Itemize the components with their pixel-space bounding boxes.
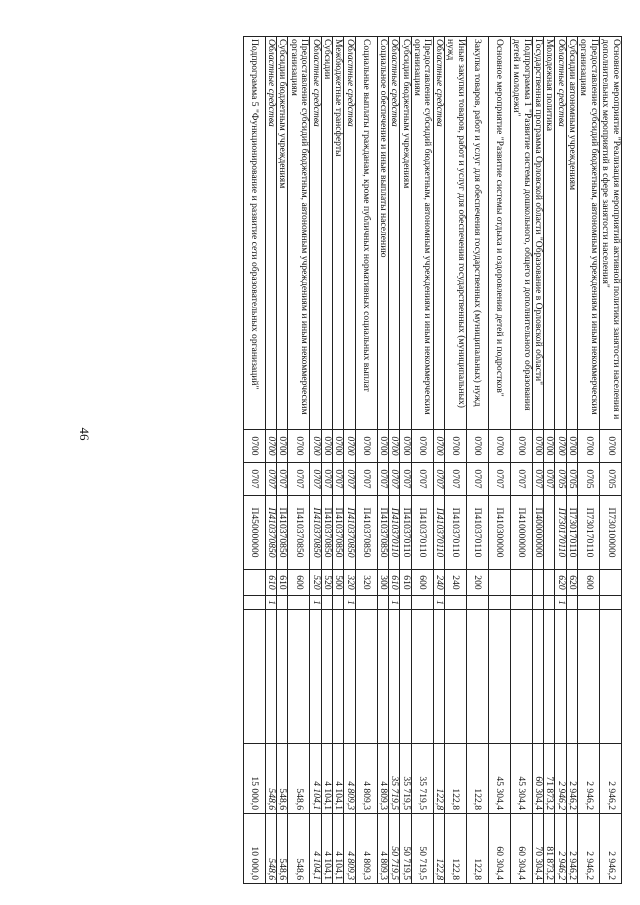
section-code-cell: 0700 xyxy=(433,430,444,463)
amount-cell: 4 809,3 xyxy=(355,744,377,814)
empty-cell xyxy=(377,610,388,744)
section-code-cell: 0700 xyxy=(411,430,433,463)
funding-source-cell xyxy=(466,596,488,610)
funding-source-cell xyxy=(321,596,332,610)
subsection-code-cell: 0707 xyxy=(433,463,444,496)
funding-source-cell xyxy=(355,596,377,610)
row-name-cell: Областные средства xyxy=(555,37,566,430)
empty-cell xyxy=(321,610,332,744)
table-row xyxy=(400,37,411,884)
table-row xyxy=(265,37,276,884)
amount-cell: 4 104,1 xyxy=(321,744,332,814)
empty-cell xyxy=(532,610,543,744)
subsection-code-cell: 0707 xyxy=(400,463,411,496)
amount-cell: 60 304,4 xyxy=(488,814,510,884)
target-article-cell: П400000000 xyxy=(532,496,543,570)
empty-cell xyxy=(388,610,399,744)
table-row xyxy=(277,37,288,884)
funding-source-cell xyxy=(444,596,466,610)
section-code-cell: 0700 xyxy=(321,430,332,463)
expense-type-cell: 300 xyxy=(377,570,388,596)
row-name-cell: Предоставление субсидий бюджетным, автономным учреждениям и иным некоммерческим организациям xyxy=(288,37,310,430)
target-article-cell: П730170110 xyxy=(578,496,600,570)
funding-source-cell xyxy=(400,596,411,610)
empty-cell xyxy=(411,610,433,744)
section-code-cell: 0700 xyxy=(566,430,577,463)
section-code-cell: 0700 xyxy=(344,430,355,463)
amount-cell: 2 946,2 xyxy=(566,814,577,884)
table-row xyxy=(321,37,332,884)
funding-source-cell: 1 xyxy=(310,596,321,610)
funding-source-cell: 1 xyxy=(265,596,276,610)
empty-cell xyxy=(544,610,555,744)
funding-source-cell: 1 xyxy=(388,596,399,610)
expense-type-cell: 500 xyxy=(333,570,344,596)
table-row xyxy=(578,37,600,884)
expense-type-cell: 520 xyxy=(310,570,321,596)
row-name-cell: Социальные выплаты гражданам, кроме публичных нормативных социальных выплат xyxy=(355,37,377,430)
table-row xyxy=(411,37,433,884)
expense-type-cell xyxy=(510,570,532,596)
target-article-cell: П410370110 xyxy=(400,496,411,570)
empty-cell xyxy=(310,610,321,744)
amount-cell: 4 809,3 xyxy=(377,744,388,814)
expense-type-cell: 240 xyxy=(433,570,444,596)
section-code-cell: 0700 xyxy=(532,430,543,463)
target-article-cell: П410370110 xyxy=(444,496,466,570)
amount-cell: 4 104,1 xyxy=(333,814,344,884)
empty-cell xyxy=(488,610,510,744)
subsection-code-cell: 0705 xyxy=(555,463,566,496)
subsection-code-cell: 0707 xyxy=(333,463,344,496)
table-row xyxy=(310,37,321,884)
funding-source-cell xyxy=(288,596,310,610)
section-code-cell: 0700 xyxy=(310,430,321,463)
amount-cell: 35 719,5 xyxy=(411,744,433,814)
row-name-cell: Предоставление субсидий бюджетным, автономным учреждениям и иным некоммерческим организациям xyxy=(411,37,433,430)
amount-cell: 2 946,2 xyxy=(555,744,566,814)
row-name-cell: Молодежная политика xyxy=(544,37,555,430)
funding-source-cell xyxy=(544,596,555,610)
table-row xyxy=(466,37,488,884)
amount-cell: 50 719,5 xyxy=(388,814,399,884)
section-code-cell: 0700 xyxy=(400,430,411,463)
empty-cell xyxy=(344,610,355,744)
empty-cell xyxy=(243,610,265,744)
amount-cell: 122,8 xyxy=(433,814,444,884)
amount-cell: 2 946,2 xyxy=(600,744,622,814)
amount-cell: 2 946,2 xyxy=(578,744,600,814)
amount-cell: 45 304,4 xyxy=(488,744,510,814)
funding-source-cell xyxy=(333,596,344,610)
target-article-cell: П730170110 xyxy=(566,496,577,570)
table-row xyxy=(377,37,388,884)
table-row xyxy=(355,37,377,884)
target-article-cell: П410370850 xyxy=(288,496,310,570)
amount-cell: 122,8 xyxy=(433,744,444,814)
subsection-code-cell: 0707 xyxy=(355,463,377,496)
target-article-cell: П730100000 xyxy=(600,496,622,570)
section-code-cell: 0700 xyxy=(265,430,276,463)
expense-type-cell: 610 xyxy=(388,570,399,596)
amount-cell: 548,6 xyxy=(265,744,276,814)
empty-cell xyxy=(333,610,344,744)
section-code-cell: 0700 xyxy=(444,430,466,463)
amount-cell: 548,6 xyxy=(288,744,310,814)
target-article-cell: П410370110 xyxy=(433,496,444,570)
section-code-cell: 0700 xyxy=(277,430,288,463)
amount-cell: 4 104,1 xyxy=(333,744,344,814)
amount-cell: 15 000,0 xyxy=(243,744,265,814)
target-article-cell: П410370850 xyxy=(377,496,388,570)
target-article-cell: П410000000 xyxy=(510,496,532,570)
subsection-code-cell: 0707 xyxy=(277,463,288,496)
row-name-cell: Подпрограмма 5 "Функционирование и развитие сети образовательных организаций" xyxy=(243,37,265,430)
table-row xyxy=(600,37,622,884)
row-name-cell: Субсидии xyxy=(321,37,332,430)
funding-source-cell xyxy=(578,596,600,610)
funding-source-cell xyxy=(488,596,510,610)
amount-cell: 548,6 xyxy=(277,744,288,814)
row-name-cell: Областные средства xyxy=(388,37,399,430)
empty-cell xyxy=(555,610,566,744)
table-row xyxy=(532,37,543,884)
empty-cell xyxy=(510,610,532,744)
subsection-code-cell: 0707 xyxy=(444,463,466,496)
amount-cell: 548,6 xyxy=(288,814,310,884)
amount-cell: 4 809,3 xyxy=(377,814,388,884)
section-code-cell: 0700 xyxy=(377,430,388,463)
table-row xyxy=(555,37,566,884)
table-row xyxy=(388,37,399,884)
expense-type-cell: 620 xyxy=(566,570,577,596)
subsection-code-cell: 0707 xyxy=(411,463,433,496)
row-name-cell: Иные закупки товаров, работ и услуг для обеспечения государственных (муниципальных) нужд xyxy=(444,37,466,430)
section-code-cell: 0700 xyxy=(488,430,510,463)
amount-cell: 10 000,0 xyxy=(243,814,265,884)
row-name-cell: Субсидии бюджетным учреждениям xyxy=(400,37,411,430)
amount-cell: 35 719,5 xyxy=(388,744,399,814)
funding-source-cell xyxy=(600,596,622,610)
amount-cell: 2 946,2 xyxy=(566,744,577,814)
section-code-cell: 0700 xyxy=(600,430,622,463)
amount-cell: 2 946,2 xyxy=(578,814,600,884)
empty-cell xyxy=(444,610,466,744)
table-row xyxy=(288,37,310,884)
amount-cell: 4 104,1 xyxy=(321,814,332,884)
funding-source-cell xyxy=(243,596,265,610)
amount-cell: 4 809,3 xyxy=(355,814,377,884)
section-code-cell: 0700 xyxy=(555,430,566,463)
amount-cell: 2 946,2 xyxy=(600,814,622,884)
funding-source-cell xyxy=(277,596,288,610)
amount-cell: 2 946,2 xyxy=(555,814,566,884)
subsection-code-cell: 0707 xyxy=(288,463,310,496)
row-name-cell: Областные средства xyxy=(344,37,355,430)
empty-cell xyxy=(466,610,488,744)
amount-cell: 35 719,5 xyxy=(400,744,411,814)
section-code-cell: 0700 xyxy=(544,430,555,463)
amount-cell: 122,8 xyxy=(466,814,488,884)
row-name-cell: Областные средства xyxy=(310,37,321,430)
amount-cell: 122,8 xyxy=(466,744,488,814)
amount-cell: 50 719,5 xyxy=(400,814,411,884)
row-name-cell: Социальное обеспечение и иные выплаты населению xyxy=(377,37,388,430)
table-row xyxy=(444,37,466,884)
target-article-cell: П410370850 xyxy=(277,496,288,570)
expense-type-cell: 200 xyxy=(466,570,488,596)
amount-cell: 122,8 xyxy=(444,744,466,814)
table-row xyxy=(433,37,444,884)
expense-type-cell: 240 xyxy=(444,570,466,596)
amount-cell: 548,6 xyxy=(265,814,276,884)
expense-type-cell: 320 xyxy=(344,570,355,596)
amount-cell: 4 104,1 xyxy=(310,744,321,814)
expense-type-cell xyxy=(488,570,510,596)
subsection-code-cell: 0705 xyxy=(578,463,600,496)
amount-cell: 81 873,2 xyxy=(544,814,555,884)
row-name-cell: Закупка товаров, работ и услуг для обеспечения государственных (муниципальных) нужд xyxy=(466,37,488,430)
row-name-cell: Государственная программа Орловской области "Образование в Орловской области" xyxy=(532,37,543,430)
subsection-code-cell: 0707 xyxy=(488,463,510,496)
row-name-cell: Основное мероприятие "Развитие системы отдыха и оздоровления детей и подростков" xyxy=(488,37,510,430)
row-name-cell: Основное мероприятие "Реализация мероприятий активной политики занятости населения и дополнительных мероприятий в сфере занятости населения" xyxy=(600,37,622,430)
subsection-code-cell: 0707 xyxy=(510,463,532,496)
expense-type-cell: 600 xyxy=(411,570,433,596)
target-article-cell: П410370850 xyxy=(344,496,355,570)
table-row xyxy=(243,37,265,884)
page-number: 46 xyxy=(77,427,92,441)
expense-type-cell: 600 xyxy=(578,570,600,596)
empty-cell xyxy=(400,610,411,744)
expense-type-cell xyxy=(532,570,543,596)
row-name-cell: Областные средства xyxy=(265,37,276,430)
expense-type-cell: 610 xyxy=(277,570,288,596)
funding-source-cell: 1 xyxy=(344,596,355,610)
empty-cell xyxy=(288,610,310,744)
section-code-cell: 0700 xyxy=(578,430,600,463)
expense-type-cell: 520 xyxy=(321,570,332,596)
amount-cell: 60 304,4 xyxy=(510,814,532,884)
subsection-code-cell: 0707 xyxy=(321,463,332,496)
subsection-code-cell: 0705 xyxy=(600,463,622,496)
section-code-cell: 0700 xyxy=(510,430,532,463)
expense-type-cell: 610 xyxy=(400,570,411,596)
target-article-cell: П450000000 xyxy=(243,496,265,570)
expense-type-cell xyxy=(544,570,555,596)
row-name-cell: Предоставление субсидий бюджетным, автономным учреждениям и иным некоммерческим организациям xyxy=(578,37,600,430)
subsection-code-cell: 0707 xyxy=(243,463,265,496)
funding-source-cell xyxy=(566,596,577,610)
amount-cell: 4 104,1 xyxy=(310,814,321,884)
target-article-cell: П410370110 xyxy=(411,496,433,570)
budget-table xyxy=(243,36,622,884)
budget-table-wrapper xyxy=(92,36,622,883)
amount-cell: 45 304,4 xyxy=(510,744,532,814)
funding-source-cell xyxy=(510,596,532,610)
section-code-cell: 0700 xyxy=(333,430,344,463)
expense-type-cell xyxy=(243,570,265,596)
empty-cell xyxy=(566,610,577,744)
funding-source-cell xyxy=(532,596,543,610)
expense-type-cell: 610 xyxy=(265,570,276,596)
empty-cell xyxy=(277,610,288,744)
subsection-code-cell: 0707 xyxy=(344,463,355,496)
expense-type-cell: 620 xyxy=(555,570,566,596)
table-row xyxy=(510,37,532,884)
target-article-cell: П410370850 xyxy=(355,496,377,570)
subsection-code-cell: 0707 xyxy=(532,463,543,496)
subsection-code-cell: 0707 xyxy=(265,463,276,496)
target-article-cell: П410370850 xyxy=(265,496,276,570)
amount-cell: 548,6 xyxy=(277,814,288,884)
amount-cell: 4 809,3 xyxy=(344,814,355,884)
amount-cell: 70 304,4 xyxy=(532,814,543,884)
amount-cell: 71 873,2 xyxy=(544,744,555,814)
row-name-cell: Субсидии автономным учреждениям xyxy=(566,37,577,430)
expense-type-cell xyxy=(600,570,622,596)
subsection-code-cell: 0707 xyxy=(466,463,488,496)
section-code-cell: 0700 xyxy=(388,430,399,463)
target-article-cell xyxy=(544,496,555,570)
amount-cell: 4 809,3 xyxy=(344,744,355,814)
target-article-cell: П410370850 xyxy=(310,496,321,570)
subsection-code-cell: 0707 xyxy=(377,463,388,496)
section-code-cell: 0700 xyxy=(288,430,310,463)
empty-cell xyxy=(265,610,276,744)
target-article-cell: П410370110 xyxy=(388,496,399,570)
target-article-cell: П410300000 xyxy=(488,496,510,570)
expense-type-cell: 320 xyxy=(355,570,377,596)
funding-source-cell: 1 xyxy=(433,596,444,610)
page-content xyxy=(92,36,622,883)
section-code-cell: 0700 xyxy=(243,430,265,463)
table-row xyxy=(488,37,510,884)
table-row xyxy=(566,37,577,884)
target-article-cell: П410370850 xyxy=(321,496,332,570)
target-article-cell: П730170110 xyxy=(555,496,566,570)
funding-source-cell xyxy=(377,596,388,610)
subsection-code-cell: 0707 xyxy=(388,463,399,496)
section-code-cell: 0700 xyxy=(355,430,377,463)
section-code-cell: 0700 xyxy=(466,430,488,463)
row-name-cell: Областные средства xyxy=(433,37,444,430)
empty-cell xyxy=(433,610,444,744)
target-article-cell: П410370850 xyxy=(333,496,344,570)
empty-cell xyxy=(355,610,377,744)
row-name-cell: Межбюджетные трансферты xyxy=(333,37,344,430)
amount-cell: 60 304,4 xyxy=(532,744,543,814)
amount-cell: 122,8 xyxy=(444,814,466,884)
row-name-cell: Субсидии бюджетным учреждениям xyxy=(277,37,288,430)
table-row xyxy=(544,37,555,884)
funding-source-cell xyxy=(411,596,433,610)
table-row xyxy=(344,37,355,884)
empty-cell xyxy=(600,610,622,744)
subsection-code-cell: 0705 xyxy=(566,463,577,496)
empty-cell xyxy=(578,610,600,744)
expense-type-cell: 600 xyxy=(288,570,310,596)
amount-cell: 50 719,5 xyxy=(411,814,433,884)
subsection-code-cell: 0707 xyxy=(310,463,321,496)
row-name-cell: Подпрограмма 1 "Развитие системы дошкольного, общего и дополнительного образования детей и молодежи" xyxy=(510,37,532,430)
target-article-cell: П410370110 xyxy=(466,496,488,570)
table-row xyxy=(333,37,344,884)
subsection-code-cell: 0707 xyxy=(544,463,555,496)
funding-source-cell: 1 xyxy=(555,596,566,610)
